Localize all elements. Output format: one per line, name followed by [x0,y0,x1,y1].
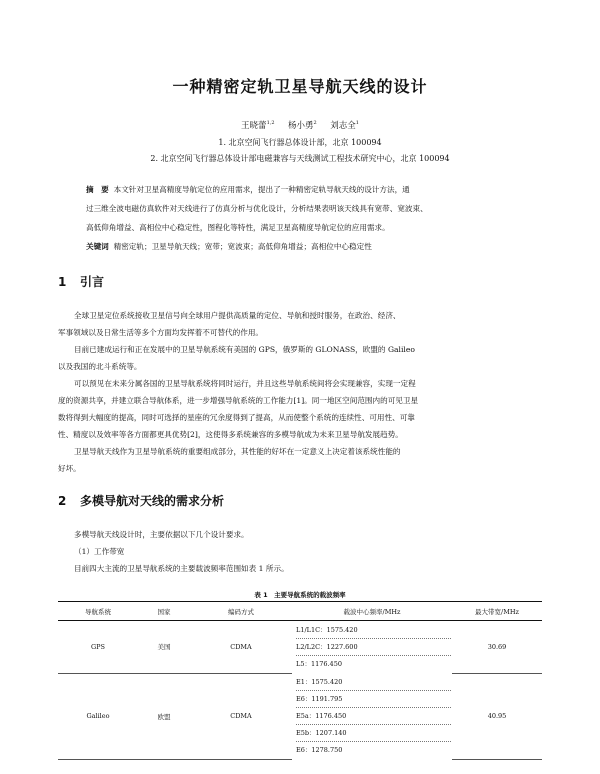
body-line: 可以预见在未来分属各国的卫星导航系统将同时运行，并且这些导航系统间将会实现兼容，实现一定程 [74,379,416,388]
body-line: 以及我国的北斗系统等。 [58,362,142,371]
table-row [58,673,542,759]
body-line: 全球卫星定位系统接收卫星信号向全球用户提供高质量的定位、导航和授时服务，在政治、经济、 [74,311,401,320]
table-header-cell: 国家 [138,602,190,621]
table-cell-country: 欧盟 [138,673,190,759]
frequency-entry: E6：1191.795 [296,691,451,708]
keywords-label: 关键词 [86,242,109,251]
section-heading [58,273,104,290]
frequency-entry: E1：1575.420 [296,674,451,691]
table-caption: 表 1 主要导航系统的载波频率 [254,591,346,599]
table-cell-coding: CDMA [190,673,292,759]
body-line: 好坏。 [58,464,81,473]
body-line: 度的资源共享，并建立联合导航体系，进一步增强导航系统的工作能力[1]。同一地区空间范围内的可见卫星 [58,396,419,405]
frequency-entry: E6：1278.750 [296,746,343,754]
table-cell-system: GPS [58,621,138,674]
body-line: 性、精度以及效率等各方面都更具优势[2]，这使得多系统兼容的多模导航成为未来卫星导航发展趋势。 [58,430,403,439]
section-title: 引言 [80,275,105,289]
frequency-entry: L5：1176.450 [296,660,342,668]
keywords: 精密定轨；卫星导航天线；宽带；宽波束；高低仰角增益；高相位中心稳定性 [113,242,372,251]
body-line: 目前已建成运行和正在发展中的卫星导航系统有美国的 GPS，俄罗斯的 GLONASS，欧盟的 Galileo [74,345,415,354]
author-name: 王晓蕾 [241,121,267,131]
abstract-line: 过三维全波电磁仿真软件对天线进行了仿真分析与优化设计，分析结果表明该天线具有宽带、宽波束、 [86,204,428,213]
abstract-line: 本文针对卫星高精度导航定位的应用需求，提出了一种精密定轨导航天线的设计方法，通 [113,185,410,194]
abstract [86,180,538,256]
author-affil-mark: 2 [313,120,317,127]
table-cell-frequencies [292,621,452,674]
table-cell-bandwidth: 30.69 [452,621,542,674]
table-header-cell: 载波中心频率/MHz [292,602,452,621]
table-cell-bandwidth: 40.95 [452,673,542,759]
table-header-cell: 最大带宽/MHz [452,602,542,621]
frequency-table [58,601,542,760]
body-line: 数将得到大幅度的提高，同时可选择的星座的冗余度得到了提高，从而使整个系统的连续性、可用性、可靠 [58,413,415,422]
table-cell-coding: CDMA [190,621,292,674]
section-heading [58,492,224,509]
paper-title: 一种精密定轨卫星导航天线的设计 [172,77,428,96]
body-line: 目前四大主流的卫星导航系统的主要载波频率范围如表 1 所示。 [74,564,289,573]
body-line: 卫星导航天线作为卫星导航系统的重要组成部分，其性能的好坏在一定意义上决定着该系统性能的 [74,447,401,456]
frequency-entry: E5a：1176.450 [296,708,451,725]
section-number: 2 [58,494,67,508]
section-number: 1 [58,275,67,289]
author-name: 刘志全 [330,121,356,131]
author-affil-mark: 1,2 [266,120,275,127]
table-cell-country: 美国 [138,621,190,674]
table-header-row [58,602,542,621]
table-header-cell: 编码方式 [190,602,292,621]
body-line: （1）工作带宽 [74,547,125,556]
author-list [0,119,600,131]
body-line: 军事领域以及日常生活等多个方面均发挥着不可替代的作用。 [58,328,264,337]
section-2-body [58,526,542,577]
table-cell-frequencies [292,673,452,759]
table-row [58,621,542,674]
abstract-label: 摘 要 [86,185,109,194]
frequency-entry: L1/L1C：1575.420 [296,622,451,639]
frequency-entry: L2/L2C：1227.600 [296,639,451,656]
section-1-body [58,307,542,477]
body-line: 多模导航天线设计时，主要依据以下几个设计要求。 [74,530,249,539]
table-header-cell: 导航系统 [58,602,138,621]
author-name: 杨小勇 [288,121,314,131]
abstract-line: 高低仰角增益、高相位中心稳定性，图程化等特性，满足卫星高精度导航定位的应用需求。 [86,223,390,232]
affiliation-2: 2. 北京空间飞行器总体设计部电磁兼容与天线测试工程技术研究中心，北京 100094 [150,154,450,163]
section-title: 多模导航对天线的需求分析 [80,494,225,508]
affiliation-1: 1. 北京空间飞行器总体设计部，北京 100094 [218,138,382,147]
frequency-entry: E5b：1207.140 [296,725,451,742]
table-cell-system: Galileo [58,673,138,759]
author-affil-mark: 1 [355,120,359,127]
